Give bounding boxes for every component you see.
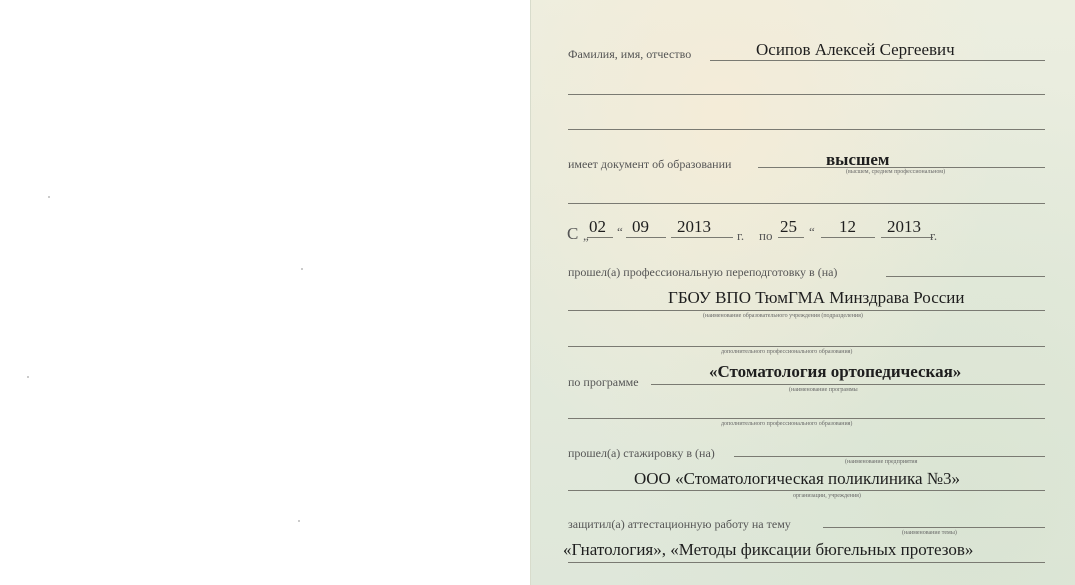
quote-close: “ [617, 224, 623, 239]
from-year-line [671, 237, 733, 238]
speck [301, 268, 303, 270]
date-prefix: С [567, 224, 579, 243]
to-year: 2013 [887, 217, 921, 236]
program-hint: (наименование программы [789, 387, 858, 393]
program-value: «Стоматология ортопедическая» [709, 362, 962, 381]
thesis-line [568, 562, 1045, 563]
blank-line [568, 94, 1045, 95]
education-value: высшем [826, 150, 890, 169]
retraining-hint: (наименование образовательного учреждения (подразделения) [703, 313, 863, 319]
fio-label: Фамилия, имя, отчество [568, 47, 692, 61]
education-hint: (высшем, среднем профессиональном) [846, 169, 946, 175]
thesis-label: защитил(а) аттестационную работу на тему [568, 517, 791, 531]
retraining-label: прошел(а) профессиональную переподготовку в (на) [568, 265, 838, 279]
to-year-suffix: г. [930, 228, 938, 243]
blank-line [568, 129, 1045, 130]
program-label: по программе [568, 375, 639, 389]
retraining-value: ГБОУ ВПО ТюмГМА Минздрава России [668, 288, 965, 307]
from-day-line [587, 237, 613, 238]
from-month-line [626, 237, 666, 238]
retraining-line [568, 310, 1045, 311]
retraining-line-2 [568, 346, 1045, 347]
to-word: по [759, 228, 773, 243]
to-day: 25 [780, 217, 797, 236]
retraining-hint-2: дополнительного профессионального образования) [721, 349, 853, 355]
internship-hint-2: организации, учреждения) [793, 493, 861, 499]
from-day: 02 [589, 217, 606, 236]
certificate-page [530, 0, 1075, 585]
program-hint-2: дополнительного профессионального образования) [721, 421, 853, 427]
fio-value: Осипов Алексей Сергеевич [756, 40, 955, 59]
to-month: 12 [839, 217, 856, 236]
education-label: имеет документ об образовании [568, 157, 732, 171]
from-month: 09 [632, 217, 649, 236]
internship-line [568, 490, 1045, 491]
to-year-line [881, 237, 933, 238]
from-year-suffix: г. [737, 228, 745, 243]
internship-value: ООО «Стоматологическая поликлиника №3» [634, 469, 961, 488]
from-year: 2013 [677, 217, 711, 236]
thesis-value: «Гнатология», «Методы фиксации бюгельных протезов» [563, 540, 974, 559]
program-line [651, 384, 1045, 385]
thesis-label-line [823, 527, 1045, 528]
quote-open: „ [583, 228, 589, 243]
program-line-2 [568, 418, 1045, 419]
thesis-hint: (наименование темы) [902, 530, 957, 536]
education-line [758, 167, 1045, 168]
to-day-line [778, 237, 804, 238]
quote-close: “ [809, 224, 815, 239]
retraining-label-line [886, 276, 1045, 277]
blank-line [568, 203, 1045, 204]
to-month-line [821, 237, 875, 238]
internship-label-line [734, 456, 1045, 457]
fio-line [710, 60, 1045, 61]
internship-label: прошел(а) стажировку в (на) [568, 446, 715, 460]
speck [298, 520, 300, 522]
speck [48, 196, 50, 198]
internship-hint: (наименование предприятия [845, 459, 918, 465]
left-page-blank [0, 0, 530, 585]
speck [27, 376, 29, 378]
